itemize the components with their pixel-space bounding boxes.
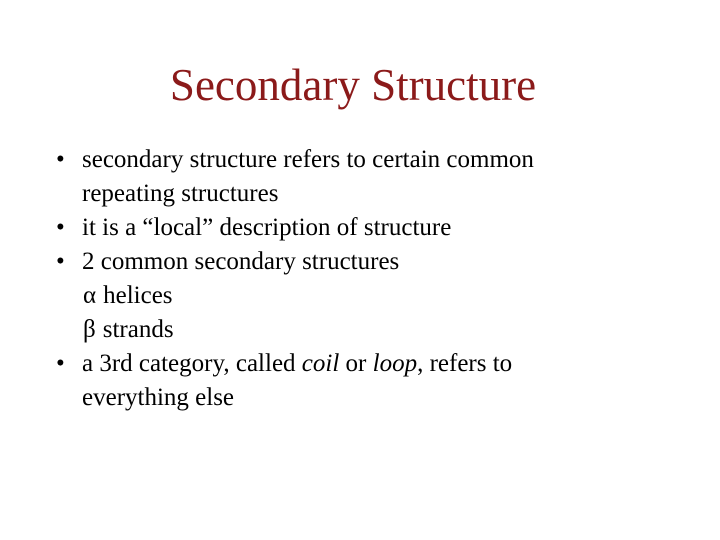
bullet-icon: • xyxy=(56,146,65,173)
bullet-line xyxy=(56,347,676,381)
bullet-line xyxy=(56,381,676,415)
bullet-item xyxy=(56,347,676,415)
bullet-text: or xyxy=(339,350,373,377)
bullet-icon: • xyxy=(56,248,65,275)
sub-item xyxy=(56,279,676,313)
bullet-text: , refers to xyxy=(417,350,513,377)
alpha-icon: α xyxy=(83,282,97,309)
bullet-text: a 3rd category, called xyxy=(82,350,302,377)
bullet-text: secondary structure refers to certain common xyxy=(82,146,534,173)
bullet-item xyxy=(56,211,676,245)
bullet-text: 2 common secondary structures xyxy=(82,248,400,275)
sub-item-text: helices xyxy=(103,282,173,309)
bullet-list xyxy=(56,143,676,415)
beta-icon: β xyxy=(83,316,96,343)
slide-title: Secondary Structure xyxy=(169,60,537,110)
bullet-line xyxy=(56,143,676,177)
bullet-icon: • xyxy=(56,214,65,241)
bullet-text: repeating structures xyxy=(82,180,279,207)
bullet-text: everything else xyxy=(82,384,235,411)
sub-line xyxy=(56,279,676,313)
sub-item xyxy=(56,313,676,347)
bullet-line xyxy=(56,177,676,211)
bullet-item xyxy=(56,245,676,279)
bullet-icon: • xyxy=(56,350,65,377)
italic-term-text: coil xyxy=(301,350,340,377)
bullet-item xyxy=(56,143,676,211)
bullet-line xyxy=(56,245,676,279)
bullet-text: it is a “local” description of structure xyxy=(82,214,452,241)
italic-term-loop xyxy=(373,350,417,377)
sub-line xyxy=(56,313,676,347)
italic-term-coil xyxy=(302,350,340,377)
bullet-line xyxy=(56,211,676,245)
sub-item-text: strands xyxy=(102,316,174,343)
italic-term-text: loop xyxy=(372,350,418,377)
